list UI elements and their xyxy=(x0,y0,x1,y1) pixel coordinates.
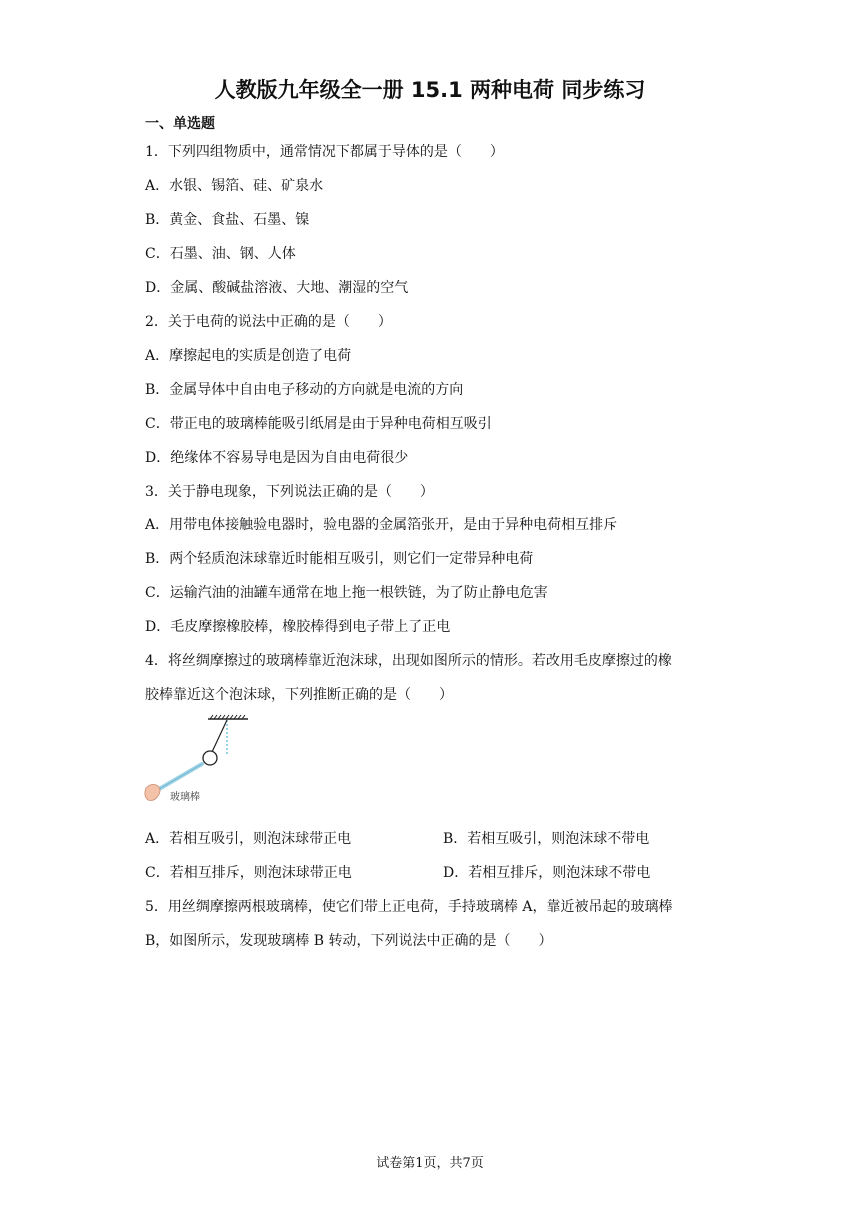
q3-option-b: B．两个轻质泡沫球靠近时能相互吸引，则它们一定带异种电荷 xyxy=(145,551,534,567)
q3-option-d: D．毛皮摩擦橡胶棒，橡胶棒得到电子带上了正电 xyxy=(145,619,451,635)
q1-option-a: A．水银、锡箔、硅、矿泉水 xyxy=(145,178,324,194)
pendulum-figure xyxy=(140,712,260,808)
q4-option-c: C．若相互排斥，则泡沫球带正电 xyxy=(145,865,352,881)
q1-option-c: C．石墨、油、钢、人体 xyxy=(145,246,296,262)
q1-option-d: D．金属、酸碱盐溶液、大地、潮湿的空气 xyxy=(145,280,409,296)
q1-stem: 1．下列四组物质中，通常情况下都属于导体的是（ ） xyxy=(145,144,504,160)
q5-stem-line2: B，如图所示，发现玻璃棒 B 转动，下列说法中正确的是（ ） xyxy=(145,933,553,949)
page-title: 人教版九年级全一册 15.1 两种电荷 同步练习 xyxy=(214,78,646,102)
q2-stem: 2．关于电荷的说法中正确的是（ ） xyxy=(145,314,392,330)
q2-option-a: A．摩擦起电的实质是创造了电荷 xyxy=(145,348,352,364)
q4-option-b: B．若相互吸引，则泡沫球不带电 xyxy=(443,831,650,847)
q4-option-d: D．若相互排斥，则泡沫球不带电 xyxy=(443,865,651,881)
q2-option-c: C．带正电的玻璃棒能吸引纸屑是由于异种电荷相互吸引 xyxy=(145,416,492,432)
q3-stem: 3．关于静电现象，下列说法正确的是（ ） xyxy=(145,484,434,500)
q4-option-a: A．若相互吸引，则泡沫球带正电 xyxy=(145,831,352,847)
q2-option-b: B．金属导体中自由电子移动的方向就是电流的方向 xyxy=(145,382,464,398)
q2-option-d: D．绝缘体不容易导电是因为自由电荷很少 xyxy=(145,450,409,466)
q4-stem-line1: 4．将丝绸摩擦过的玻璃棒靠近泡沫球，出现如图所示的情形。若改用毛皮摩擦过的橡 xyxy=(145,653,672,669)
q1-option-b: B．黄金、食盐、石墨、镍 xyxy=(145,212,310,228)
q3-option-c: C．运输汽油的油罐车通常在地上拖一根铁链，为了防止静电危害 xyxy=(145,585,548,601)
q4-stem-line2: 胶棒靠近这个泡沫球，下列推断正确的是（ ） xyxy=(145,687,453,703)
section-heading: 一、单选题 xyxy=(145,116,215,132)
page-footer: 试卷第1页，共7页 xyxy=(376,1156,484,1171)
q3-option-a: A．用带电体接触验电器时，验电器的金属箔张开，是由于异种电荷相互排斥 xyxy=(145,517,618,533)
figure-label: 玻璃棒 xyxy=(170,792,200,803)
q5-stem-line1: 5．用丝绸摩擦两根玻璃棒，使它们带上正电荷，手持玻璃棒 A，靠近被吊起的玻璃棒 xyxy=(145,899,673,915)
